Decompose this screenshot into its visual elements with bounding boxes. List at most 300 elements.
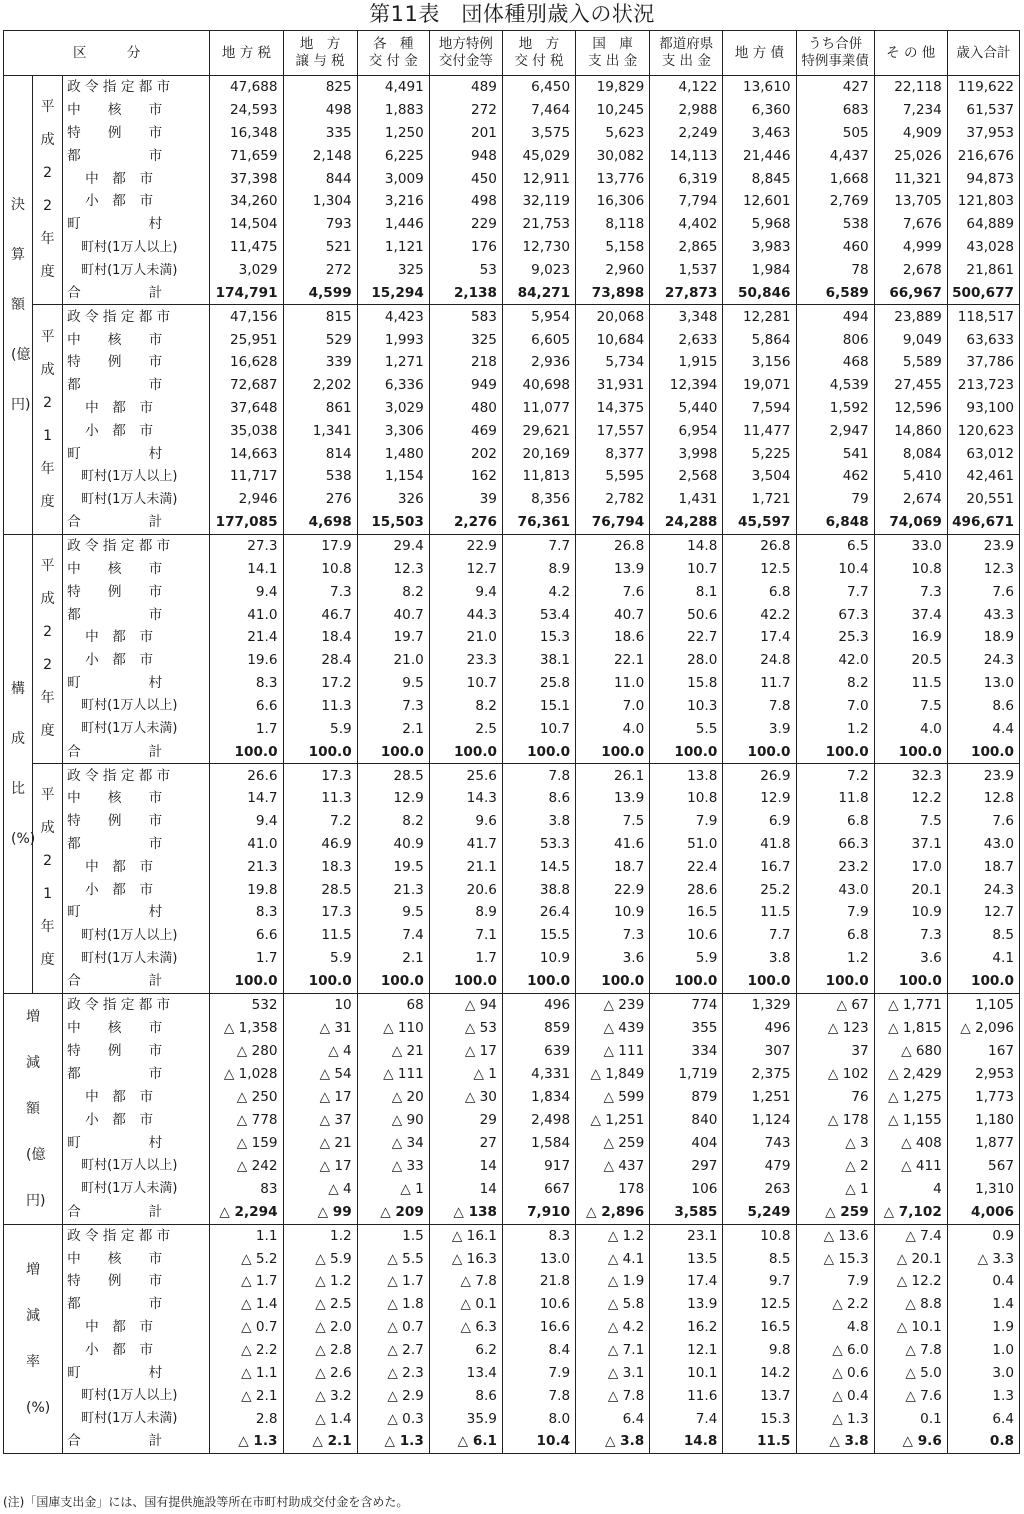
cell-value: 521: [283, 236, 357, 259]
cell-value: 815: [283, 305, 357, 328]
table-row: [4, 397, 1020, 420]
table-row: [4, 1062, 1020, 1085]
row-label: 町村(1万人以上): [63, 465, 210, 488]
cell-value: 427: [796, 76, 874, 99]
cell-value: 14.8: [650, 1430, 723, 1453]
cell-value: 7.9: [502, 1361, 575, 1384]
row-label: 町 村: [63, 672, 210, 695]
row-label: 中 都 市: [63, 167, 210, 190]
row-label: 都 市: [63, 374, 210, 397]
cell-value: 1.1: [210, 1224, 283, 1247]
cell-value: 26.9: [723, 764, 796, 787]
cell-value: △ 0.6: [796, 1361, 874, 1384]
cell-value: 2,782: [576, 488, 650, 511]
table-row: [4, 740, 1020, 763]
cell-value: △ 3.2: [283, 1384, 357, 1407]
cell-value: △ 110: [357, 1016, 429, 1039]
cell-value: 6.2: [429, 1338, 502, 1361]
cell-value: 22.9: [576, 878, 650, 901]
cell-value: 2,769: [796, 190, 874, 213]
cell-value: 15,503: [357, 511, 429, 534]
cell-value: 1,537: [650, 259, 723, 282]
cell-value: 532: [210, 993, 283, 1016]
cell-value: △ 1.3: [796, 1407, 874, 1430]
column-header: 地 方 譲 与 税: [283, 31, 357, 76]
row-label: 都 市: [63, 1293, 210, 1316]
table-row: [4, 672, 1020, 695]
cell-value: 3,348: [650, 305, 723, 328]
cell-value: 16,348: [210, 122, 283, 145]
cell-value: 8.3: [502, 1224, 575, 1247]
cell-value: 15.3: [502, 626, 575, 649]
cell-value: 1,329: [723, 993, 796, 1016]
cell-value: 0.8: [947, 1430, 1019, 1453]
cell-value: 3.6: [576, 947, 650, 970]
cell-value: △ 53: [429, 1016, 502, 1039]
cell-value: 1,251: [723, 1085, 796, 1108]
cell-value: 76: [796, 1085, 874, 1108]
cell-value: 5,734: [576, 351, 650, 374]
cell-value: 16.6: [502, 1316, 575, 1339]
cell-value: 100.0: [357, 970, 429, 993]
row-label: 町村(1万人未満): [63, 259, 210, 282]
cell-value: 23.9: [947, 764, 1019, 787]
cell-value: 5,968: [723, 213, 796, 236]
table-row: [4, 236, 1020, 259]
table-row: [4, 167, 1020, 190]
cell-value: 3,575: [502, 122, 575, 145]
cell-value: 27: [429, 1131, 502, 1154]
cell-value: △ 2.6: [283, 1361, 357, 1384]
cell-value: 12,281: [723, 305, 796, 328]
table-row: [4, 626, 1020, 649]
cell-value: 13.9: [650, 1293, 723, 1316]
cell-value: 74,069: [874, 511, 947, 534]
cell-value: 1,304: [283, 190, 357, 213]
cell-value: 325: [429, 328, 502, 351]
cell-value: 6.5: [796, 534, 874, 557]
table-row: [4, 833, 1020, 856]
cell-value: 814: [283, 442, 357, 465]
cell-value: 100.0: [947, 740, 1019, 763]
cell-value: 21.0: [429, 626, 502, 649]
cell-value: △ 138: [429, 1200, 502, 1224]
cell-value: 14,375: [576, 397, 650, 420]
cell-value: △ 31: [283, 1016, 357, 1039]
cell-value: 93,100: [947, 397, 1019, 420]
cell-value: 5,440: [650, 397, 723, 420]
column-header: 都道府県 支 出 金: [650, 31, 723, 76]
cell-value: 18.7: [576, 855, 650, 878]
table-row: [4, 924, 1020, 947]
cell-value: 21.3: [357, 878, 429, 901]
table-row: [4, 1108, 1020, 1131]
table-row: [4, 580, 1020, 603]
cell-value: 11,813: [502, 465, 575, 488]
cell-value: 498: [429, 190, 502, 213]
cell-value: 667: [502, 1177, 575, 1200]
cell-value: 1,984: [723, 259, 796, 282]
cell-value: 2,498: [502, 1108, 575, 1131]
cell-value: 14.7: [210, 787, 283, 810]
cell-value: △ 4: [283, 1177, 357, 1200]
row-label: 町村(1万人未満): [63, 947, 210, 970]
row-label: 町村(1万人以上): [63, 924, 210, 947]
cell-value: △ 2.8: [283, 1338, 357, 1361]
cell-value: 14.1: [210, 558, 283, 581]
cell-value: 6,225: [357, 144, 429, 167]
cell-value: 26.6: [210, 764, 283, 787]
cell-value: △ 280: [210, 1039, 283, 1062]
cell-value: 496,671: [947, 511, 1019, 534]
cell-value: 7.8: [502, 1384, 575, 1407]
cell-value: 76,794: [576, 511, 650, 534]
cell-value: 272: [429, 99, 502, 122]
cell-value: △ 1,358: [210, 1016, 283, 1039]
cell-value: 21,861: [947, 259, 1019, 282]
cell-value: 334: [650, 1039, 723, 1062]
cell-value: 8.2: [357, 810, 429, 833]
cell-value: 6.4: [947, 1407, 1019, 1430]
cell-value: 100.0: [874, 970, 947, 993]
cell-value: 94,873: [947, 167, 1019, 190]
cell-value: △ 7,102: [874, 1200, 947, 1224]
row-label: 中 都 市: [63, 1085, 210, 1108]
cell-value: 100.0: [210, 970, 283, 993]
cell-value: 7.6: [576, 580, 650, 603]
cell-value: 12.8: [947, 787, 1019, 810]
cell-value: 11.5: [283, 924, 357, 947]
cell-value: 879: [650, 1085, 723, 1108]
cell-value: 498: [283, 99, 357, 122]
cell-value: 119,622: [947, 76, 1019, 99]
cell-value: 64,889: [947, 213, 1019, 236]
cell-value: △ 2.9: [357, 1384, 429, 1407]
cell-value: 1,431: [650, 488, 723, 511]
cell-value: 5,623: [576, 122, 650, 145]
cell-value: △ 1,251: [576, 1108, 650, 1131]
table-row: [4, 878, 1020, 901]
cell-value: 33.0: [874, 534, 947, 557]
year-label: 平成22年度: [33, 534, 63, 763]
cell-value: 9.7: [723, 1270, 796, 1293]
cell-value: 66,967: [874, 282, 947, 305]
cell-value: 100.0: [429, 970, 502, 993]
cell-value: 32.3: [874, 764, 947, 787]
cell-value: 8.9: [429, 901, 502, 924]
row-label: 町村(1万人以上): [63, 694, 210, 717]
cell-value: 16.9: [874, 626, 947, 649]
cell-value: 1,250: [357, 122, 429, 145]
row-label: 小 都 市: [63, 649, 210, 672]
cell-value: △ 16.1: [429, 1224, 502, 1247]
cell-value: 1,915: [650, 351, 723, 374]
cell-value: 2,138: [429, 282, 502, 305]
cell-value: 496: [723, 1016, 796, 1039]
cell-value: 1.7: [210, 947, 283, 970]
cell-value: 6,450: [502, 76, 575, 99]
table-row: [4, 374, 1020, 397]
cell-value: 28.4: [283, 649, 357, 672]
row-label: 小 都 市: [63, 190, 210, 213]
cell-value: △ 5.0: [874, 1361, 947, 1384]
cell-value: 17.4: [650, 1270, 723, 1293]
cell-value: 14.3: [429, 787, 502, 810]
cell-value: 469: [429, 419, 502, 442]
cell-value: 17,557: [576, 419, 650, 442]
cell-value: 7.3: [576, 924, 650, 947]
row-label: 中 核 市: [63, 558, 210, 581]
cell-value: 7.7: [796, 580, 874, 603]
cell-value: 39: [429, 488, 502, 511]
cell-value: 10.4: [502, 1430, 575, 1453]
cell-value: 1.2: [796, 947, 874, 970]
cell-value: △ 102: [796, 1062, 874, 1085]
cell-value: △ 33: [357, 1154, 429, 1177]
cell-value: 4,331: [502, 1062, 575, 1085]
cell-value: 5.9: [283, 947, 357, 970]
cell-value: △ 5.2: [210, 1247, 283, 1270]
table-row: [4, 259, 1020, 282]
cell-value: 840: [650, 1108, 723, 1131]
cell-value: 6.8: [796, 810, 874, 833]
row-label: 町村(1万人未満): [63, 1407, 210, 1430]
cell-value: 100.0: [576, 740, 650, 763]
cell-value: 7.0: [576, 694, 650, 717]
cell-value: 53: [429, 259, 502, 282]
cell-value: 63,633: [947, 328, 1019, 351]
column-header: うち合併 特例事業債: [796, 31, 874, 76]
cell-value: 45,029: [502, 144, 575, 167]
cell-value: △ 1.7: [357, 1270, 429, 1293]
cell-value: 10.4: [796, 558, 874, 581]
cell-value: 100.0: [874, 740, 947, 763]
cell-value: △ 0.4: [796, 1384, 874, 1407]
cell-value: △ 3.8: [796, 1430, 874, 1453]
row-label: 町村(1万人以上): [63, 1154, 210, 1177]
cell-value: △ 67: [796, 993, 874, 1016]
cell-value: 12,911: [502, 167, 575, 190]
cell-value: 37.1: [874, 833, 947, 856]
cell-value: 14,663: [210, 442, 283, 465]
cell-value: 45,597: [723, 511, 796, 534]
row-label: 中 核 市: [63, 787, 210, 810]
cell-value: 541: [796, 442, 874, 465]
cell-value: 40.9: [357, 833, 429, 856]
cell-value: 14.2: [723, 1361, 796, 1384]
cell-value: 79: [796, 488, 874, 511]
cell-value: △ 111: [576, 1039, 650, 1062]
cell-value: 2,936: [502, 351, 575, 374]
cell-value: 4: [874, 1177, 947, 1200]
cell-value: 4,423: [357, 305, 429, 328]
cell-value: 2,202: [283, 374, 357, 397]
cell-value: 21,753: [502, 213, 575, 236]
cell-value: 10.7: [502, 717, 575, 740]
cell-value: 774: [650, 993, 723, 1016]
table-row: [4, 970, 1020, 993]
cell-value: 66.3: [796, 833, 874, 856]
cell-value: △ 0.3: [357, 1407, 429, 1430]
cell-value: 10.9: [874, 901, 947, 924]
cell-value: 84,271: [502, 282, 575, 305]
cell-value: △ 37: [283, 1108, 357, 1131]
cell-value: 4,539: [796, 374, 874, 397]
cell-value: 37.4: [874, 603, 947, 626]
cell-value: 4,491: [357, 76, 429, 99]
table-row: [4, 1361, 1020, 1384]
row-label: 合 計: [63, 740, 210, 763]
cell-value: 8.9: [502, 558, 575, 581]
cell-value: 11.3: [283, 694, 357, 717]
cell-value: 46.7: [283, 603, 357, 626]
cell-value: 28.6: [650, 878, 723, 901]
cell-value: 19.7: [357, 626, 429, 649]
year-label: 平成22年度: [33, 76, 63, 305]
row-label: 小 都 市: [63, 1338, 210, 1361]
cell-value: 100.0: [650, 740, 723, 763]
row-label: 都 市: [63, 833, 210, 856]
cell-value: 21.1: [429, 855, 502, 878]
cell-value: 37,786: [947, 351, 1019, 374]
cell-value: 11.7: [723, 672, 796, 695]
cell-value: 229: [429, 213, 502, 236]
cell-value: △ 437: [576, 1154, 650, 1177]
cell-value: 4.1: [947, 947, 1019, 970]
cell-value: 2,568: [650, 465, 723, 488]
table-row: [4, 1247, 1020, 1270]
cell-value: 21.8: [502, 1270, 575, 1293]
cell-value: 404: [650, 1131, 723, 1154]
row-label: 町 村: [63, 213, 210, 236]
row-label: 政 令 指 定 都 市: [63, 993, 210, 1016]
cell-value: 176: [429, 236, 502, 259]
cell-value: 7.4: [650, 1407, 723, 1430]
row-label: 町村(1万人未満): [63, 717, 210, 740]
cell-value: 4,599: [283, 282, 357, 305]
cell-value: 7.3: [283, 580, 357, 603]
cell-value: △ 1.2: [283, 1270, 357, 1293]
cell-value: △ 17: [283, 1154, 357, 1177]
cell-value: 40.7: [576, 603, 650, 626]
cell-value: 14: [429, 1177, 502, 1200]
cell-value: 1,180: [947, 1108, 1019, 1131]
cell-value: 10.1: [650, 1361, 723, 1384]
cell-value: 2,947: [796, 419, 874, 442]
cell-value: 13.7: [723, 1384, 796, 1407]
cell-value: 10.6: [650, 924, 723, 947]
cell-value: 4,006: [947, 1200, 1019, 1224]
cell-value: 1.9: [947, 1316, 1019, 1339]
cell-value: △ 259: [796, 1200, 874, 1224]
table-row: [4, 649, 1020, 672]
row-label: 町 村: [63, 1361, 210, 1384]
footnote: (注)「国庫支出金」には、国有提供施設等所在市町村助成交付金を含めた。: [3, 1495, 409, 1509]
cell-value: 12,596: [874, 397, 947, 420]
cell-value: 538: [796, 213, 874, 236]
table-row: [4, 717, 1020, 740]
row-label: 政 令 指 定 都 市: [63, 305, 210, 328]
cell-value: 9.4: [210, 580, 283, 603]
table-row: [4, 351, 1020, 374]
cell-value: 10.8: [723, 1224, 796, 1247]
row-label: 中 都 市: [63, 626, 210, 649]
cell-value: 22.7: [650, 626, 723, 649]
table-row: [4, 99, 1020, 122]
row-label: 都 市: [63, 144, 210, 167]
cell-value: 100.0: [723, 970, 796, 993]
cell-value: 213,723: [947, 374, 1019, 397]
cell-value: 23.3: [429, 649, 502, 672]
cell-value: 7.3: [357, 694, 429, 717]
cell-value: 9,049: [874, 328, 947, 351]
cell-value: 28.5: [283, 878, 357, 901]
cell-value: △ 599: [576, 1085, 650, 1108]
cell-value: 72,687: [210, 374, 283, 397]
cell-value: 10,245: [576, 99, 650, 122]
cell-value: 13.0: [502, 1247, 575, 1270]
cell-value: 1.2: [283, 1224, 357, 1247]
cell-value: 25,026: [874, 144, 947, 167]
cell-value: 23.9: [947, 534, 1019, 557]
cell-value: 4.8: [796, 1316, 874, 1339]
cell-value: 42.2: [723, 603, 796, 626]
row-label: 政 令 指 定 都 市: [63, 76, 210, 99]
cell-value: 12.9: [723, 787, 796, 810]
table-title: 第11表 団体種別歳入の状況: [369, 2, 655, 26]
cell-value: 68: [357, 993, 429, 1016]
cell-value: 31,931: [576, 374, 650, 397]
cell-value: 1,773: [947, 1085, 1019, 1108]
row-label: 合 計: [63, 1430, 210, 1453]
cell-value: 100.0: [796, 740, 874, 763]
cell-value: △ 7.6: [874, 1384, 947, 1407]
cell-value: △ 7.8: [874, 1338, 947, 1361]
cell-value: 100.0: [502, 970, 575, 993]
cell-value: 18.6: [576, 626, 650, 649]
cell-value: 1.2: [796, 717, 874, 740]
cell-value: 17.9: [283, 534, 357, 557]
cell-value: 10.9: [576, 901, 650, 924]
cell-value: 1,310: [947, 1177, 1019, 1200]
cell-value: 29.4: [357, 534, 429, 557]
cell-value: 5,595: [576, 465, 650, 488]
cell-value: △ 8.8: [874, 1293, 947, 1316]
row-label: 都 市: [63, 1062, 210, 1085]
cell-value: 27,455: [874, 374, 947, 397]
cell-value: △ 94: [429, 993, 502, 1016]
cell-value: 480: [429, 397, 502, 420]
cell-value: 1,105: [947, 993, 1019, 1016]
cell-value: 1,480: [357, 442, 429, 465]
table-row: [4, 442, 1020, 465]
cell-value: 7.3: [874, 924, 947, 947]
cell-value: 355: [650, 1016, 723, 1039]
cell-value: 100.0: [210, 740, 283, 763]
cell-value: 4,999: [874, 236, 947, 259]
cell-value: 10.6: [502, 1293, 575, 1316]
cell-value: 4.4: [947, 717, 1019, 740]
cell-value: 26.4: [502, 901, 575, 924]
table-row: [4, 1131, 1020, 1154]
table-row: [4, 511, 1020, 534]
cell-value: 8.2: [429, 694, 502, 717]
cell-value: 10.8: [283, 558, 357, 581]
cell-value: 73,898: [576, 282, 650, 305]
cell-value: 11.3: [283, 787, 357, 810]
cell-value: 162: [429, 465, 502, 488]
cell-value: 6,589: [796, 282, 874, 305]
